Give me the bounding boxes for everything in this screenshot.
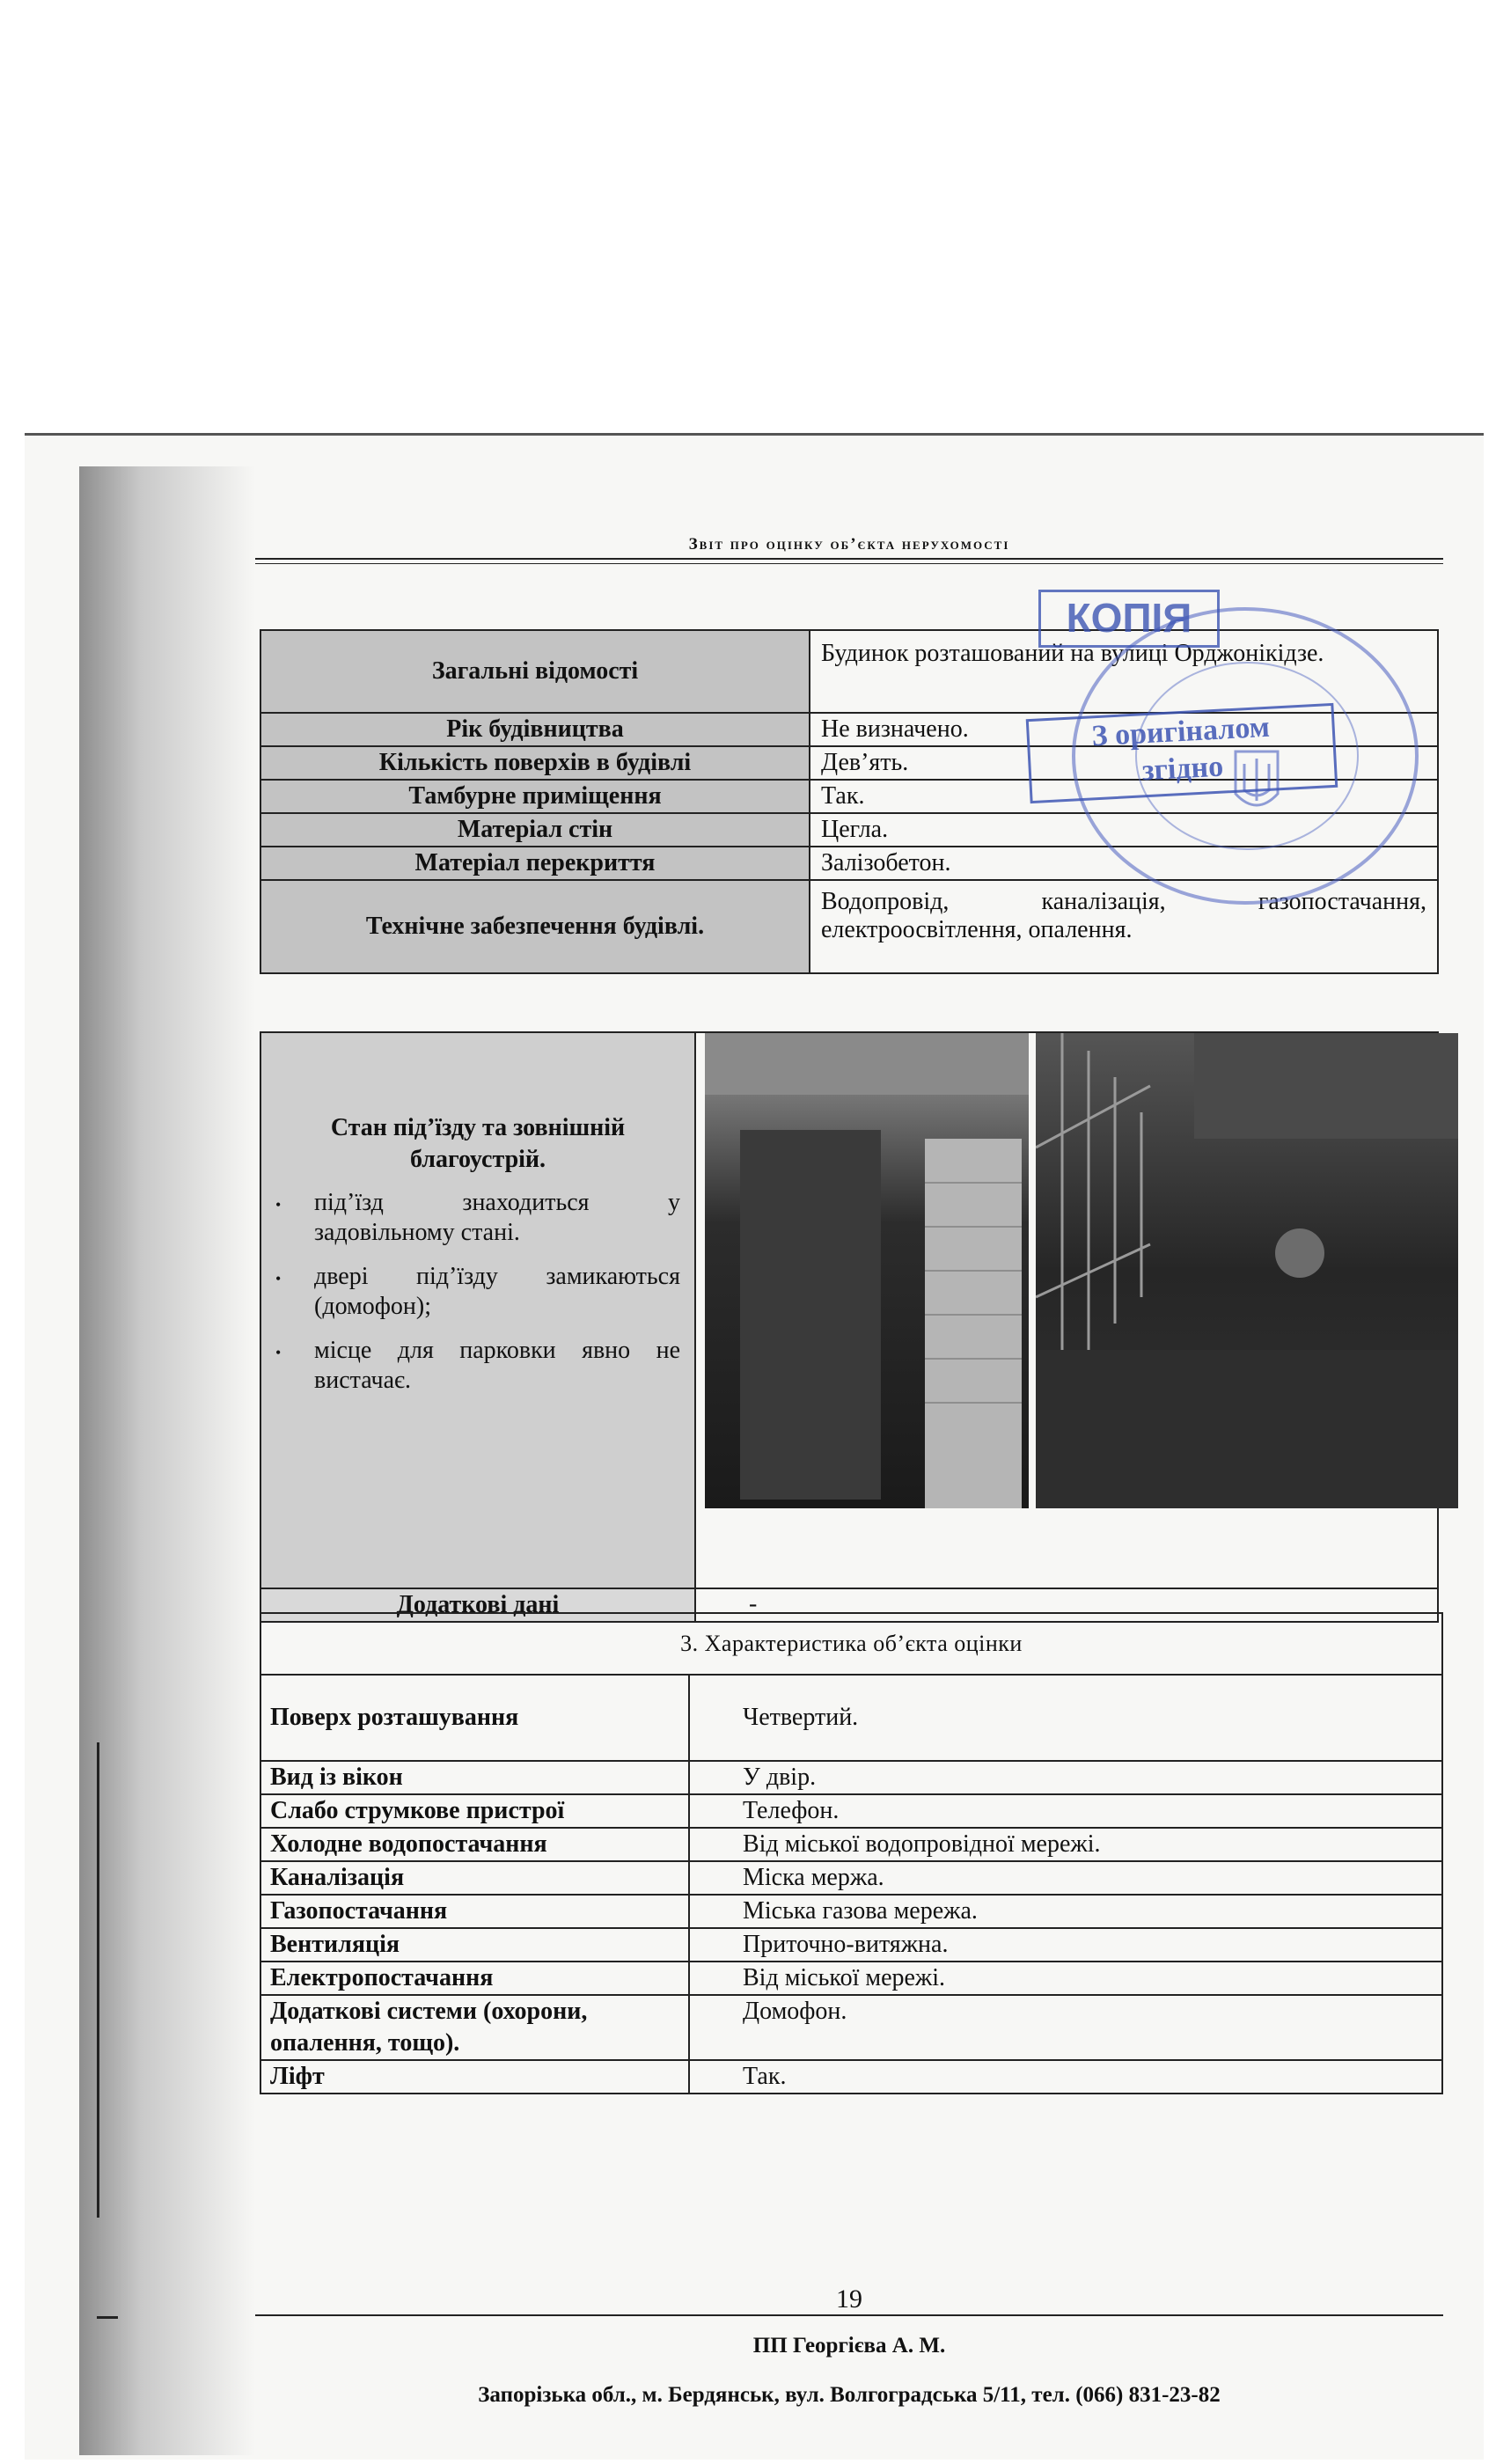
row-label: Загальні відомості <box>260 630 810 713</box>
row-label: Матеріал стін <box>260 813 810 847</box>
row-value: Дев’ять. <box>810 746 1438 780</box>
list-item-text: під’їзд знаходиться у задовільному стані. <box>314 1189 680 1246</box>
additional-data-label: Додаткові дані <box>260 1588 695 1622</box>
row-value: Від міської водопровідної мережі. <box>689 1828 1442 1861</box>
row-value: Четвертий. <box>689 1675 1442 1761</box>
list-item <box>275 1336 680 1396</box>
table-row <box>260 1761 1442 1794</box>
row-label: Газопостачання <box>260 1895 689 1928</box>
row-label: Матеріал перекриття <box>260 847 810 880</box>
copy-stamp: КОПІЯ <box>1038 590 1220 648</box>
bullet-icon: • <box>275 1270 282 1287</box>
entrance-title: Стан під’їзду та зовнішній благоустрій. <box>330 1114 626 1173</box>
page-number: 19 <box>836 2284 862 2314</box>
row-value: Водопровід, каналізація, газопостачання, електроосвітлення, опалення. <box>810 880 1438 973</box>
row-value: Не визначено. <box>810 713 1438 746</box>
additional-data-value: - <box>695 1588 1438 1622</box>
row-label: Вид із вікон <box>260 1761 689 1794</box>
row-label: Вентиляція <box>260 1928 689 1962</box>
row-label: Тамбурне приміщення <box>260 780 810 813</box>
stairwell-photo <box>1036 1033 1458 1508</box>
row-label: Додаткові системи (охорони, опалення, тощо). <box>260 1995 689 2060</box>
company-address: Запорізька обл., м. Бердянськ, вул. Волгоградська 5/11, тел. (066) 831-23-82 <box>478 2383 1221 2407</box>
table-row <box>260 1962 1442 1995</box>
row-value: Домофон. <box>689 1995 1442 2060</box>
row-value: Міска мержа. <box>689 1861 1442 1895</box>
row-label: Слабо струмкове пристрої <box>260 1794 689 1828</box>
list-item <box>275 1188 680 1248</box>
entrance-door-photo <box>705 1033 1029 1508</box>
row-label: Ліфт <box>260 2060 689 2094</box>
section-header-row <box>260 1613 1442 1675</box>
table-row <box>260 1861 1442 1895</box>
row-value: У двір. <box>689 1761 1442 1794</box>
footer-rule <box>255 2314 1443 2316</box>
list-item-text: місце для парковки явно не вистачає. <box>314 1337 680 1394</box>
table-row <box>260 2060 1442 2094</box>
table-row <box>260 1032 1438 1588</box>
row-value: Залізобетон. <box>810 847 1438 880</box>
row-value: Так. <box>689 2060 1442 2094</box>
header-rule-thin <box>255 563 1443 564</box>
row-value: Від міської мережі. <box>689 1962 1442 1995</box>
stamp-line: З оригіналом <box>1090 710 1271 753</box>
row-label: Кількість поверхів в будівлі <box>260 746 810 780</box>
row-label: Поверх розташування <box>260 1675 689 1761</box>
row-value: Приточно-витяжна. <box>689 1928 1442 1962</box>
header-rule <box>255 558 1443 560</box>
photo-cell <box>695 1032 1438 1588</box>
row-label: Холодне водопостачання <box>260 1828 689 1861</box>
table-row <box>260 1828 1442 1861</box>
margin-dash <box>97 2316 118 2319</box>
table-row <box>260 1995 1442 2060</box>
bullet-icon: • <box>275 1196 282 1214</box>
section-title: 3. Характеристика об’єкта оцінки <box>260 1613 1442 1675</box>
list-item-text: двері під’їзду замикаються (домофон); <box>314 1263 680 1320</box>
row-label: Рік будівництва <box>260 713 810 746</box>
entrance-description <box>260 1032 695 1588</box>
object-characteristics-table <box>260 1612 1443 2094</box>
table-row <box>260 1794 1442 1828</box>
stamp-line: згідно <box>1140 750 1224 788</box>
scan-shadow <box>79 466 255 2455</box>
row-label: Технічне забезпечення будівлі. <box>260 880 810 973</box>
list-item <box>275 1262 680 1322</box>
row-label: Електропостачання <box>260 1962 689 1995</box>
row-value: Телефон. <box>689 1794 1442 1828</box>
row-value: Так. <box>810 780 1438 813</box>
row-value: Міська газова мережа. <box>689 1895 1442 1928</box>
margin-line <box>97 1742 99 2218</box>
row-value: Цегла. <box>810 813 1438 847</box>
company-name: ПП Георгієва А. М. <box>752 2334 946 2358</box>
table-row <box>260 1895 1442 1928</box>
entrance-table <box>260 1031 1439 1623</box>
row-value: Будинок розташований на вулиці Орджонікідзе. <box>810 630 1438 713</box>
certified-copy-stamp <box>1026 703 1338 803</box>
table-row <box>260 1928 1442 1962</box>
row-label: Каналізація <box>260 1861 689 1895</box>
bullet-icon: • <box>275 1344 282 1361</box>
running-title: Звіт про оцінку об’єкта нерухомості <box>688 535 1010 554</box>
table-row <box>260 1675 1442 1761</box>
